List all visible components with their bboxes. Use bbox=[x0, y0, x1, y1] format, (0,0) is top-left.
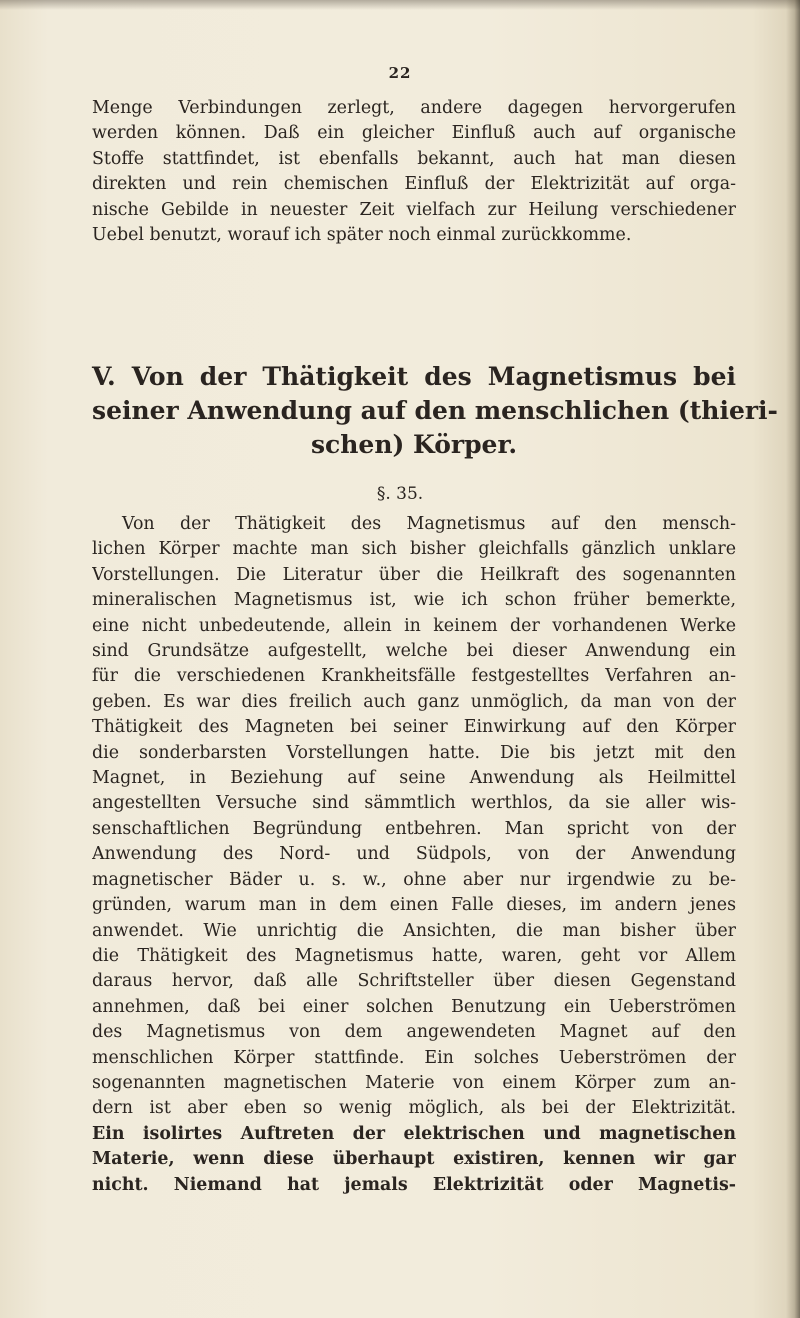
text-line: nische Gebilde in neuester Zeit vielfach zur Heilung verschiedener bbox=[92, 199, 736, 220]
text-line: Magnet, in Beziehung auf seine Anwendung als Heilmittel bbox=[92, 768, 736, 789]
heading-line: schen) Körper. bbox=[310, 430, 518, 459]
text-line: senschaftlichen Begründung entbehren. Man spricht von der bbox=[92, 818, 736, 839]
bold-text-line: Materie, wenn diese überhaupt existiren, kennen wir gar bbox=[92, 1149, 736, 1170]
text-line: Stoffe stattfindet, ist ebenfalls bekannt, auch hat man diesen bbox=[92, 148, 736, 169]
text-line: die Thätigkeit des Magnetismus hatte, waren, geht vor Allem bbox=[92, 945, 736, 966]
text-line: magnetischer Bäder u. s. w., ohne aber nur irgendwie zu be- bbox=[92, 869, 736, 890]
text-line: Von der Thätigkeit des Magnetismus auf den mensch- bbox=[122, 514, 736, 534]
section-number: §. 35. bbox=[376, 484, 424, 504]
text-line: die sonderbarsten Vorstellungen hatte. Die bis jetzt mit den bbox=[92, 742, 736, 763]
body-paragraph bbox=[92, 512, 736, 1198]
text-line: direkten und rein chemischen Einfluß der Elektrizität auf orga- bbox=[92, 174, 736, 195]
text-line: Vorstellungen. Die Literatur über die Heilkraft des sogenannten bbox=[92, 564, 736, 585]
heading-line: seiner Anwendung auf den menschlichen (thieri- bbox=[92, 396, 778, 425]
text-line: daraus hervor, daß alle Schriftsteller über diesen Gegenstand bbox=[92, 971, 736, 992]
text-line: anwendet. Wie unrichtig die Ansichten, die man bisher über bbox=[92, 920, 736, 941]
text-line: sogenannten magnetischen Materie von einem Körper zum an- bbox=[92, 1072, 736, 1093]
text-line: mineralischen Magnetismus ist, wie ich schon früher bemerkte, bbox=[92, 590, 736, 611]
text-line: sind Grundsätze aufgestellt, welche bei dieser Anwendung ein bbox=[92, 641, 736, 662]
text-line: des Magnetismus von dem angewendeten Magnet auf den bbox=[92, 1022, 736, 1043]
text-line: Menge Verbindungen zerlegt, andere dagegen hervorgerufen bbox=[92, 98, 736, 118]
page-number: 22 bbox=[388, 64, 412, 82]
chapter-heading bbox=[92, 360, 778, 462]
heading-line: V. Von der Thätigkeit des Magnetismus bei bbox=[92, 362, 736, 391]
intro-paragraph bbox=[92, 96, 736, 248]
text-line: eine nicht unbedeutende, allein in keinem der vorhandenen Werke bbox=[92, 615, 736, 636]
bold-text-line: nicht. Niemand hat jemals Elektrizität oder Magnetis- bbox=[92, 1174, 736, 1195]
text-line: geben. Es war dies freilich auch ganz unmöglich, da man von der bbox=[92, 691, 736, 712]
text-line: gründen, warum man in dem einen Falle dieses, im andern jenes bbox=[92, 895, 736, 916]
bold-text-line: Ein isolirtes Auftreten der elektrischen und magnetischen bbox=[92, 1123, 736, 1144]
text-line: lichen Körper machte man sich bisher gleichfalls gänzlich unklare bbox=[92, 539, 736, 560]
text-line: Anwendung des Nord- und Südpols, von der Anwendung bbox=[92, 844, 736, 865]
text-line: menschlichen Körper stattfinde. Ein solches Ueberströmen der bbox=[92, 1047, 736, 1068]
text-line: annehmen, daß bei einer solchen Benutzung ein Ueberströmen bbox=[92, 996, 736, 1017]
text-line: Uebel benutzt, worauf ich später noch einmal zurückkomme. bbox=[92, 225, 632, 246]
text-line: angestellten Versuche sind sämmtlich werthlos, da sie aller wis- bbox=[92, 793, 736, 814]
text-line: dern ist aber eben so wenig möglich, als bei der Elektrizität. bbox=[92, 1098, 736, 1119]
text-line: für die verschiedenen Krankheitsfälle festgestelltes Verfahren an- bbox=[92, 666, 736, 687]
text-line: werden können. Daß ein gleicher Einfluß auch auf organische bbox=[92, 123, 736, 144]
page-binding-edge bbox=[786, 0, 800, 1318]
text-line: Thätigkeit des Magneten bei seiner Einwirkung auf den Körper bbox=[92, 717, 736, 738]
page-top-shadow bbox=[0, 0, 800, 10]
